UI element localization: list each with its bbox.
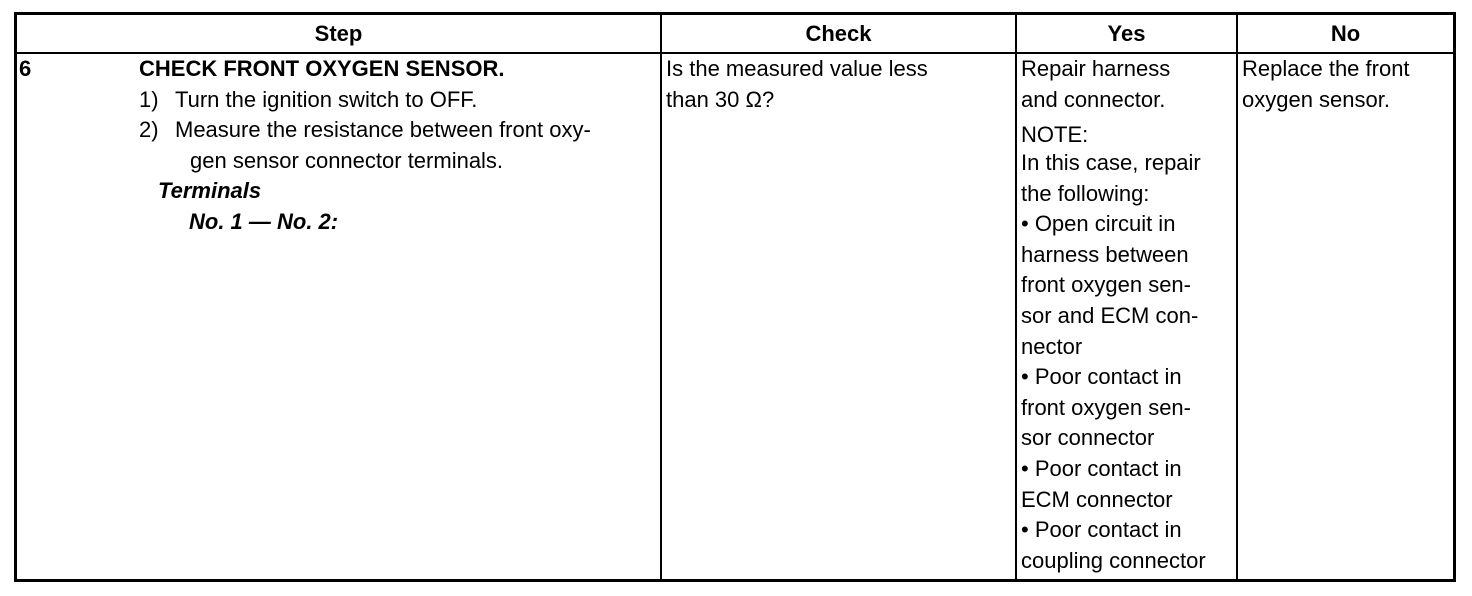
yes-note-line: front oxygen sen- bbox=[1021, 272, 1191, 298]
column-divider bbox=[1015, 12, 1017, 582]
step-number: 6 bbox=[19, 56, 32, 81]
check-line: Is the measured value less bbox=[666, 56, 928, 81]
yes-note-line: • Poor contact in bbox=[1021, 364, 1182, 390]
yes-note-line: sor connector bbox=[1021, 425, 1155, 451]
yes-note-line: • Poor contact in bbox=[1021, 517, 1182, 543]
check-line: than 30 Ω? bbox=[666, 86, 775, 112]
column-divider bbox=[1236, 12, 1238, 582]
instruction-text: Measure the resistance between front oxy- bbox=[175, 117, 591, 142]
yes-note-line: harness between bbox=[1021, 241, 1189, 267]
yes-note-line: • Open circuit in bbox=[1021, 211, 1176, 237]
yes-note-line: sor and ECM con- bbox=[1021, 302, 1199, 328]
no-line: oxygen sensor. bbox=[1242, 86, 1390, 112]
yes-line: and connector. bbox=[1021, 86, 1166, 112]
no-text bbox=[1242, 54, 1410, 115]
yes-note-list bbox=[1021, 148, 1206, 576]
yes-note-line: coupling connector bbox=[1021, 547, 1206, 573]
header-no: No bbox=[1330, 21, 1361, 46]
yes-note-line: nector bbox=[1021, 333, 1083, 359]
terminals-label: Terminals bbox=[158, 178, 262, 203]
yes-note-line: ECM connector bbox=[1021, 486, 1173, 512]
terminals-value: No. 1 — No. 2: bbox=[189, 209, 339, 234]
step-title: CHECK FRONT OXYGEN SENSOR. bbox=[139, 56, 505, 81]
note-label: NOTE: bbox=[1021, 122, 1089, 147]
yes-note-line: the following: bbox=[1021, 180, 1150, 206]
instruction-index: 1) bbox=[139, 87, 159, 112]
header-step: Step bbox=[314, 21, 363, 46]
no-line: Replace the front bbox=[1242, 56, 1410, 81]
yes-note-line: front oxygen sen- bbox=[1021, 394, 1191, 420]
column-divider bbox=[660, 12, 662, 582]
yes-text bbox=[1021, 54, 1170, 115]
yes-note-line: In this case, repair bbox=[1021, 150, 1201, 175]
instruction-index: 2) bbox=[139, 117, 159, 142]
instruction-text: Turn the ignition switch to OFF. bbox=[175, 87, 478, 112]
header-yes: Yes bbox=[1107, 21, 1146, 46]
header-check: Check bbox=[805, 21, 872, 46]
yes-note-line: • Poor contact in bbox=[1021, 455, 1182, 481]
yes-line: Repair harness bbox=[1021, 56, 1171, 81]
check-text bbox=[666, 54, 928, 115]
instruction-text-continued: gen sensor connector terminals. bbox=[190, 148, 504, 173]
